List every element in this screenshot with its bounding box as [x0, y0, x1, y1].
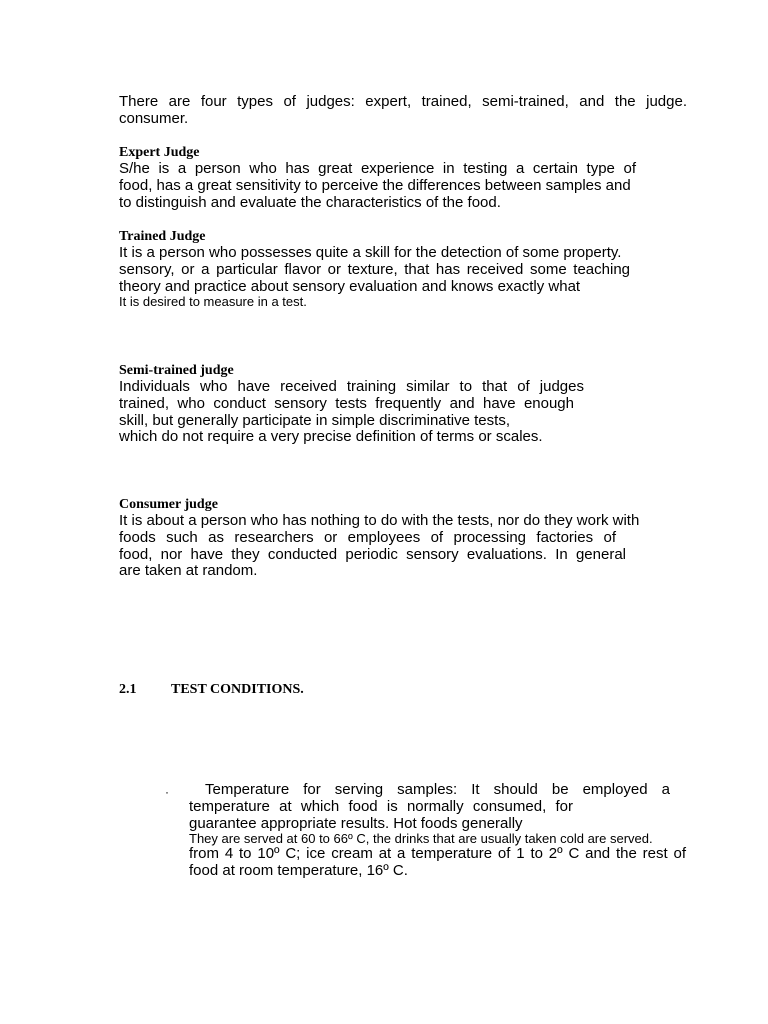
- body-line-small: They are served at 60 to 66º C, the drinks that are usually taken cold are served.: [189, 831, 653, 847]
- section-title: Expert Judge: [119, 145, 200, 160]
- intro-line: There are four types of judges: expert, trained, semi-trained, and the judge.: [119, 93, 687, 110]
- bullet-item: [189, 782, 686, 880]
- body-line: It is a person who possesses quite a skill for the detection of some property.: [119, 244, 622, 261]
- body-line: which do not require a very precise definition of terms or scales.: [119, 428, 543, 446]
- body-line: theory and practice about sensory evaluation and knows exactly what: [119, 277, 581, 295]
- bullet-body: [189, 782, 686, 832]
- body-line: Temperature for serving samples: It should be employed a: [205, 781, 670, 798]
- body-line: foods such as researchers or employees of processing factories of: [119, 528, 616, 546]
- section-heading: [119, 682, 304, 698]
- body-line-small: It is desired to measure in a test.: [119, 294, 307, 310]
- section-consumer-judge: [119, 497, 639, 580]
- body-line: It is about a person who has nothing to do with the tests, nor do they work with: [119, 512, 640, 529]
- section-trained-judge: [119, 229, 630, 309]
- body-line: S/he is a person who has great experience in testing a certain type of: [119, 160, 636, 177]
- body-line: sensory, or a particular flavor or texture, that has received some teaching: [119, 260, 630, 278]
- section-title: Semi-trained judge: [119, 363, 234, 378]
- heading-title: TEST CONDITIONS.: [171, 682, 304, 697]
- section-body: [119, 161, 636, 211]
- body-line: food, has a great sensitivity to perceive the differences between samples and: [119, 176, 631, 194]
- section-body: [119, 379, 584, 446]
- bullet-marker: ·: [165, 785, 169, 799]
- body-line: temperature at which food is normally consumed, for: [189, 797, 573, 815]
- body-line: skill, but generally participate in simple discriminative tests,: [119, 411, 510, 429]
- body-line: from 4 to 10º C; ice cream at a temperature of 1 to 2º C and the rest of: [189, 845, 686, 863]
- body-line: trained, who conduct sensory tests frequently and have enough: [119, 394, 574, 412]
- bullet-body-continued: [189, 846, 686, 880]
- body-line: are taken at random.: [119, 562, 258, 580]
- body-line: to distinguish and evaluate the characteristics of the food.: [119, 193, 501, 211]
- body-line: food, nor have they conducted periodic sensory evaluations. In general: [119, 545, 626, 563]
- section-body: [119, 245, 630, 295]
- body-line: Individuals who have received training similar to that of judges: [119, 378, 584, 395]
- body-line: food at room temperature, 16º C.: [189, 862, 408, 880]
- section-body: [119, 513, 639, 580]
- section-expert-judge: [119, 145, 636, 211]
- section-title: Consumer judge: [119, 497, 218, 512]
- section-semi-trained-judge: [119, 363, 584, 446]
- intro-line: consumer.: [119, 109, 189, 127]
- intro-paragraph: [119, 94, 687, 128]
- heading-number: 2.1: [119, 682, 137, 697]
- section-title: Trained Judge: [119, 229, 206, 244]
- body-line: guarantee appropriate results. Hot foods generally: [189, 814, 523, 832]
